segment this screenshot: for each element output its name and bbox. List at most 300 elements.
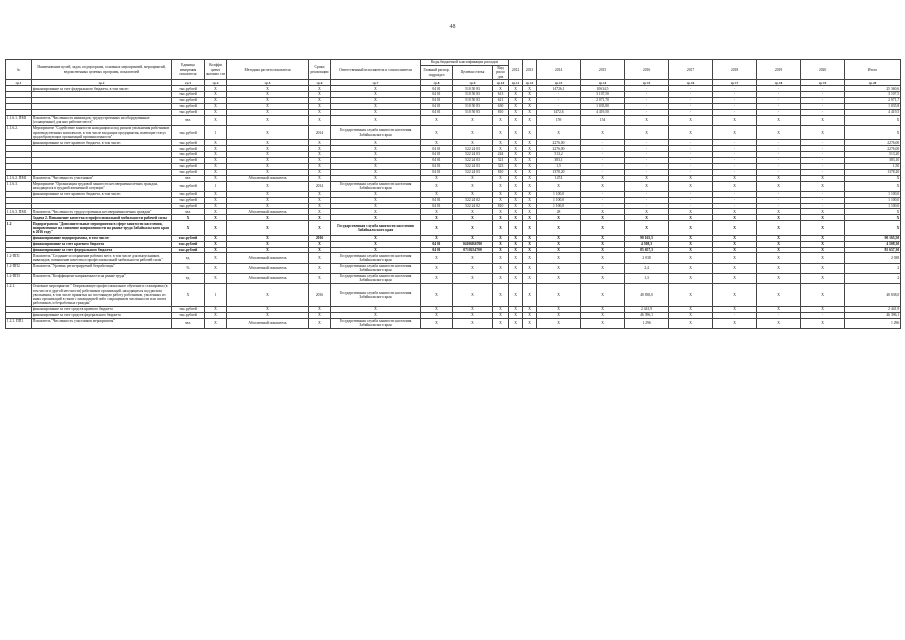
table-cell: 1.1.6.1. ПМ1 [6, 115, 32, 125]
table-cell: X [453, 253, 493, 263]
table-cell: X [581, 209, 625, 215]
table-cell: X [205, 98, 227, 104]
table-cell: 510 50 83 [453, 109, 493, 115]
table-cell: X [421, 175, 453, 181]
table-cell: X [509, 312, 523, 318]
table-cell: X [227, 152, 309, 158]
table-cell: 90 165,50 [845, 235, 901, 241]
table-row [6, 125, 901, 139]
table-cell: - [757, 158, 801, 164]
table-cell: X [227, 103, 309, 109]
table-cell: X [309, 115, 331, 125]
table-cell: 1,3 [625, 273, 669, 283]
table-cell: 522 24 03 [453, 158, 493, 164]
table-cell: тыс.рублей [172, 241, 205, 247]
table-cell: 2016 [309, 235, 331, 241]
table-cell: X [493, 253, 509, 263]
table-cell: X [493, 273, 509, 283]
table-cell: тыс.рублей [172, 140, 205, 146]
table-cell: 810 [493, 203, 509, 209]
table-cell: 510 50 83 [453, 98, 493, 104]
table-cell: X [757, 235, 801, 241]
table-cell: - [669, 109, 713, 115]
table-cell: чел. [172, 209, 205, 215]
table-cell: X [669, 235, 713, 241]
table-cell: 2276,00 [845, 140, 901, 146]
table-cell: X [453, 125, 493, 139]
table-cell: X [227, 235, 309, 241]
table-cell: X [537, 283, 581, 306]
table-cell: X [757, 283, 801, 306]
table-cell: 1378,20 [845, 169, 901, 175]
table-cell: X [493, 215, 509, 221]
table-cell: X [453, 215, 493, 221]
table-cell: X [205, 169, 227, 175]
table-cell: финансирование за счет краевого бюджета, в том числе: [32, 191, 172, 197]
table-cell: финансирование за счет краевого бюджета, в том числе: [32, 140, 172, 146]
table-cell: X [421, 181, 453, 191]
table-cell: X [421, 307, 453, 313]
table-cell: X [523, 203, 537, 209]
table-cell: X [713, 307, 757, 313]
table-cell: финансирование за счет средств федерального бюджета [32, 312, 172, 318]
table-cell: 630 [493, 103, 509, 109]
table-cell: X [309, 109, 331, 115]
table-cell: X [509, 109, 523, 115]
col-number: гр.13 [537, 80, 581, 86]
table-cell: X [493, 318, 509, 328]
table-cell: - [625, 103, 669, 109]
table-cell: 14726,1 [537, 86, 581, 92]
table-cell: X [509, 221, 523, 235]
header-term: Сроки реализации [309, 60, 331, 80]
table-cell: - [669, 163, 713, 169]
table-cell: X [309, 146, 331, 152]
table-cell: 4 508,30 [845, 241, 901, 247]
table-cell: X [493, 312, 509, 318]
table-cell: X [205, 158, 227, 164]
table-cell: X [227, 109, 309, 115]
table-cell: X [523, 273, 537, 283]
header-year-2019: 2019 [757, 60, 801, 80]
table-cell: X [227, 221, 309, 235]
table-cell: 2 071,7 [845, 98, 901, 104]
table-cell: 04 01 [421, 158, 453, 164]
table-cell: 2016 [309, 283, 331, 306]
table-cell: X [309, 140, 331, 146]
table-cell: - [581, 203, 625, 209]
table-cell: X [205, 103, 227, 109]
table-cell: X [309, 191, 331, 197]
table-cell: X [205, 163, 227, 169]
table-cell: X [625, 221, 669, 235]
table-cell: финансирование за счет средств краевого бюджета [32, 307, 172, 313]
table-cell: 1,50 [845, 163, 901, 169]
header-name: Наименование целей, задач, подпрограмм, основных мероприятий, мероприятий, ведомственных целевых программ, показателей [32, 60, 172, 80]
table-cell: X [581, 283, 625, 306]
table-cell: Государственная служба занятости населения Забайкальского края [331, 253, 421, 263]
table-cell: X [421, 191, 453, 197]
table-cell: 2 038 [845, 253, 901, 263]
table-cell: X [523, 197, 537, 203]
table-cell: X [669, 221, 713, 235]
table-cell: 522 24 03 [453, 163, 493, 169]
table-cell: X [509, 318, 523, 328]
table-cell: X [523, 152, 537, 158]
table-cell: X [493, 221, 509, 235]
table-cell: - [669, 203, 713, 209]
table-cell: X [581, 307, 625, 313]
col-number: гр.18 [757, 80, 801, 86]
table-cell: 04 01 [421, 92, 453, 98]
table-cell: 2276,00 [537, 140, 581, 146]
table-cell: тыс.рублей [172, 92, 205, 98]
table-cell: - [625, 191, 669, 197]
table-cell: X [227, 140, 309, 146]
table-cell: - [801, 169, 845, 175]
table-cell: X [453, 115, 493, 125]
table-cell: X [523, 241, 537, 247]
table-cell: X [309, 209, 331, 215]
col-number: гр.5 [227, 80, 309, 86]
table-cell: 04 01 [421, 103, 453, 109]
table-cell: 510 50 83 [453, 103, 493, 109]
table-cell: Абсолютный показатель [227, 209, 309, 215]
table-row [6, 273, 901, 283]
table-cell: X [205, 253, 227, 263]
table-cell: 1.1.6.3. [6, 181, 32, 191]
table-cell: - [625, 163, 669, 169]
table-cell: X [509, 263, 523, 273]
header-num: № [6, 60, 32, 80]
col-number: гр.14 [581, 80, 625, 86]
table-row [6, 283, 901, 306]
table-cell: X [309, 318, 331, 328]
table-cell: 04 01 [421, 169, 453, 175]
table-cell: - [713, 140, 757, 146]
table-cell: X [421, 221, 453, 235]
table-cell: 1474 [537, 175, 581, 181]
table-cell: Государственная служба занятости населения Забайкальского края [331, 221, 421, 235]
table-cell: X [309, 169, 331, 175]
table-cell: % [172, 263, 205, 273]
table-cell: X [757, 253, 801, 263]
table-cell: - [801, 86, 845, 92]
table-cell: X [509, 140, 523, 146]
table-cell: 1.2-ПП3 [6, 273, 32, 283]
table-cell: 1 [205, 283, 227, 306]
table-cell: 1.2.1. [6, 283, 32, 306]
table-cell: X [227, 197, 309, 203]
table-cell: - [801, 98, 845, 104]
table-cell: X [309, 103, 331, 109]
table-cell: X [801, 235, 845, 241]
table-cell: - [713, 312, 757, 318]
table-cell: X [227, 158, 309, 164]
col-number: гр.6 [309, 80, 331, 86]
table-cell: X [509, 307, 523, 313]
table-cell: X [757, 247, 801, 253]
table-cell: X [227, 181, 309, 191]
table-cell: 1 100,0 [845, 197, 901, 203]
table-cell: 10634,5 [581, 86, 625, 92]
table-cell: - [801, 312, 845, 318]
table-cell: X [421, 253, 453, 263]
table-cell: X [523, 181, 537, 191]
col-number: гр.16 [669, 80, 713, 86]
table-cell: X [205, 191, 227, 197]
table-cell: X [331, 175, 421, 181]
program-table [5, 59, 901, 329]
table-cell: X [309, 163, 331, 169]
table-cell: X [537, 247, 581, 253]
header-main-admin: Главный распор. подраздел [421, 65, 453, 79]
table-cell: X [205, 241, 227, 247]
table-cell: - [757, 103, 801, 109]
table-cell: Абсолютный показатель [227, 253, 309, 263]
table-cell: 04 01 [421, 152, 453, 158]
table-cell: X [205, 209, 227, 215]
table-cell: тыс.рублей [172, 203, 205, 209]
table-cell: X [509, 209, 523, 215]
table-row [6, 263, 901, 273]
table-cell: X [713, 175, 757, 181]
table-cell: X [523, 169, 537, 175]
table-cell: X [757, 181, 801, 191]
table-cell: X [421, 215, 453, 221]
table-cell: X [493, 247, 509, 253]
table-cell: тыс.рублей [172, 109, 205, 115]
table-cell: 04 01 [421, 247, 453, 253]
table-cell: 1 100,0 [845, 191, 901, 197]
table-cell: X [493, 86, 509, 92]
table-cell: 1.2-ПП2 [6, 263, 32, 273]
table-cell: X [453, 307, 493, 313]
table-cell: X [669, 115, 713, 125]
table-cell: - [625, 152, 669, 158]
table-cell: X [421, 318, 453, 328]
table-cell: X [509, 125, 523, 139]
table-cell: X [509, 103, 523, 109]
header-year-2018: 2018 [713, 60, 757, 80]
table-cell: 2 441,9 [845, 307, 901, 313]
table-cell: X [669, 175, 713, 181]
table-cell: X [801, 215, 845, 221]
table-cell: X [523, 263, 537, 273]
table-cell: X [421, 263, 453, 273]
table-cell: - [757, 163, 801, 169]
table-cell: Подпрограмма "Дополнительные мероприятия в сфере занятости населения, направленные на снижение напряженности на рынке труда Забайкальского края в 2016 году" [32, 221, 172, 235]
table-cell: X [331, 140, 421, 146]
table-cell: X [331, 98, 421, 104]
table-cell: X [205, 92, 227, 98]
table-body [6, 80, 901, 329]
table-cell: чел. [172, 175, 205, 181]
table-cell: X [625, 181, 669, 191]
table-cell: X [331, 203, 421, 209]
table-cell: X [453, 263, 493, 273]
table-cell: 85 657,3 [625, 247, 669, 253]
table-cell: X [493, 140, 509, 146]
table-cell: X [309, 86, 331, 92]
table-cell: 2276,00 [845, 146, 901, 152]
header-row-1 [6, 60, 901, 66]
table-cell: X [331, 307, 421, 313]
table-cell: - [669, 191, 713, 197]
table-cell: X [669, 247, 713, 253]
table-cell: X [205, 307, 227, 313]
table-cell: 1 100,0 [537, 197, 581, 203]
table-cell: - [801, 191, 845, 197]
table-cell: - [581, 152, 625, 158]
table-cell: X [205, 273, 227, 283]
table-cell: - [713, 86, 757, 92]
col-number: гр.11 [509, 80, 523, 86]
table-cell: X [801, 307, 845, 313]
table-cell: X [227, 307, 309, 313]
table-cell: X [523, 191, 537, 197]
table-cell: X [757, 175, 801, 181]
table-row [6, 318, 901, 328]
table-cell: - [757, 86, 801, 92]
table-cell: - [713, 191, 757, 197]
table-cell: - [713, 98, 757, 104]
table-cell: 25 360,6 [845, 86, 901, 92]
table-cell: X [537, 253, 581, 263]
table-cell: 510 50 83 [453, 86, 493, 92]
table-cell: X [757, 215, 801, 221]
table-cell: X [523, 146, 537, 152]
table-cell: X [581, 175, 625, 181]
header-year-2012: 2012 [509, 60, 523, 80]
table-cell: X [801, 247, 845, 253]
table-cell: - [801, 152, 845, 158]
table-cell: X [757, 307, 801, 313]
table-cell: 2,4 [625, 263, 669, 273]
table-cell: тыс.рублей [172, 146, 205, 152]
table-cell: X [493, 235, 509, 241]
table-cell: X [537, 241, 581, 247]
table-cell: X [801, 209, 845, 215]
table-cell: X [227, 203, 309, 209]
table-cell: ед. [172, 273, 205, 283]
table-cell: X [581, 312, 625, 318]
table-cell: X [523, 92, 537, 98]
table-cell: Государственная служба занятости населения Забайкальского края [331, 318, 421, 328]
table-cell: X [331, 146, 421, 152]
table-cell: X [537, 221, 581, 235]
table-cell: X [669, 273, 713, 283]
table-cell: 1 296 [845, 318, 901, 328]
table-cell: - [757, 140, 801, 146]
table-cell: 522 24 03 [453, 169, 493, 175]
table-cell: 2 038 [625, 253, 669, 263]
table-cell: X [669, 253, 713, 263]
table-cell: 810 [493, 109, 509, 115]
table-cell: 2014 [309, 125, 331, 139]
header-year-2016: 2016 [625, 60, 669, 80]
table-cell: тыс.рублей [172, 158, 205, 164]
table-cell: тыс.рублей [172, 86, 205, 92]
table-cell: X [309, 92, 331, 98]
table-cell: X [227, 169, 309, 175]
table-cell: 0710254700 [453, 247, 493, 253]
table-cell: X [757, 115, 801, 125]
table-cell: X [581, 215, 625, 221]
table-cell: X [669, 283, 713, 306]
table-cell: - [669, 98, 713, 104]
table-cell: X [801, 318, 845, 328]
table-cell: X [713, 115, 757, 125]
table-cell: X [421, 125, 453, 139]
table-cell: - [669, 169, 713, 175]
table-cell: X [537, 312, 581, 318]
table-cell: X [331, 209, 421, 215]
table-cell: X [523, 140, 537, 146]
table-cell: - [801, 92, 845, 98]
table-cell: X [669, 318, 713, 328]
table-cell: X [669, 215, 713, 221]
table-cell: Государственная служба занятости населения Забайкальского края [331, 273, 421, 283]
table-cell: - [713, 169, 757, 175]
table-cell: Задача 2. Повышение качества и профессиональной мобильности рабочей силы [32, 215, 172, 221]
table-cell: X [309, 152, 331, 158]
table-cell: - [757, 92, 801, 98]
table-cell: Абсолютный показатель [227, 318, 309, 328]
table-cell: 4 508,3 [625, 241, 669, 247]
table-cell: X [757, 125, 801, 139]
table-cell: - [625, 109, 669, 115]
table-cell: - [757, 191, 801, 197]
table-cell: X [227, 241, 309, 247]
header-method: Методика расчета показателя [227, 60, 309, 80]
table-cell: X [227, 191, 309, 197]
table-cell: финансирование за счет краевого бюджета [32, 241, 172, 247]
header-year-2020: 2020 [801, 60, 845, 80]
table-cell: 513,20 [845, 152, 901, 158]
table-cell: тыс.рублей [172, 191, 205, 197]
table-cell: 1.1.6.3. ПМ1 [6, 209, 32, 215]
table-cell: 1 [205, 181, 227, 191]
table-cell: 510 50 83 [453, 92, 493, 98]
table-cell: Абсолютный показатель [227, 273, 309, 283]
table-cell: X [309, 273, 331, 283]
col-number: гр.4 [205, 80, 227, 86]
table-cell: X [509, 181, 523, 191]
table-cell: X [205, 140, 227, 146]
table-cell: X [757, 318, 801, 328]
table-cell: X [509, 98, 523, 104]
table-cell: X [523, 318, 537, 328]
table-cell: 1378,20 [537, 169, 581, 175]
table-cell: 522 24 02 [453, 203, 493, 209]
table-cell: X [331, 241, 421, 247]
header-coef: Коэффи циент значимо сти [205, 60, 227, 80]
table-cell: - [801, 158, 845, 164]
header-total: Итого [845, 60, 901, 80]
table-cell: X [493, 146, 509, 152]
header-unit: Единица измерения показателя [172, 60, 205, 80]
table-cell: X [227, 98, 309, 104]
table-cell: X [713, 253, 757, 263]
table-cell: X [309, 263, 331, 273]
table-cell: тыс.рублей [172, 181, 205, 191]
table-cell: X [227, 125, 309, 139]
table-cell: 46 396,1 [845, 312, 901, 318]
table-cell: тыс.рублей [172, 197, 205, 203]
table-cell: - [581, 163, 625, 169]
table-cell: чел. [172, 115, 205, 125]
